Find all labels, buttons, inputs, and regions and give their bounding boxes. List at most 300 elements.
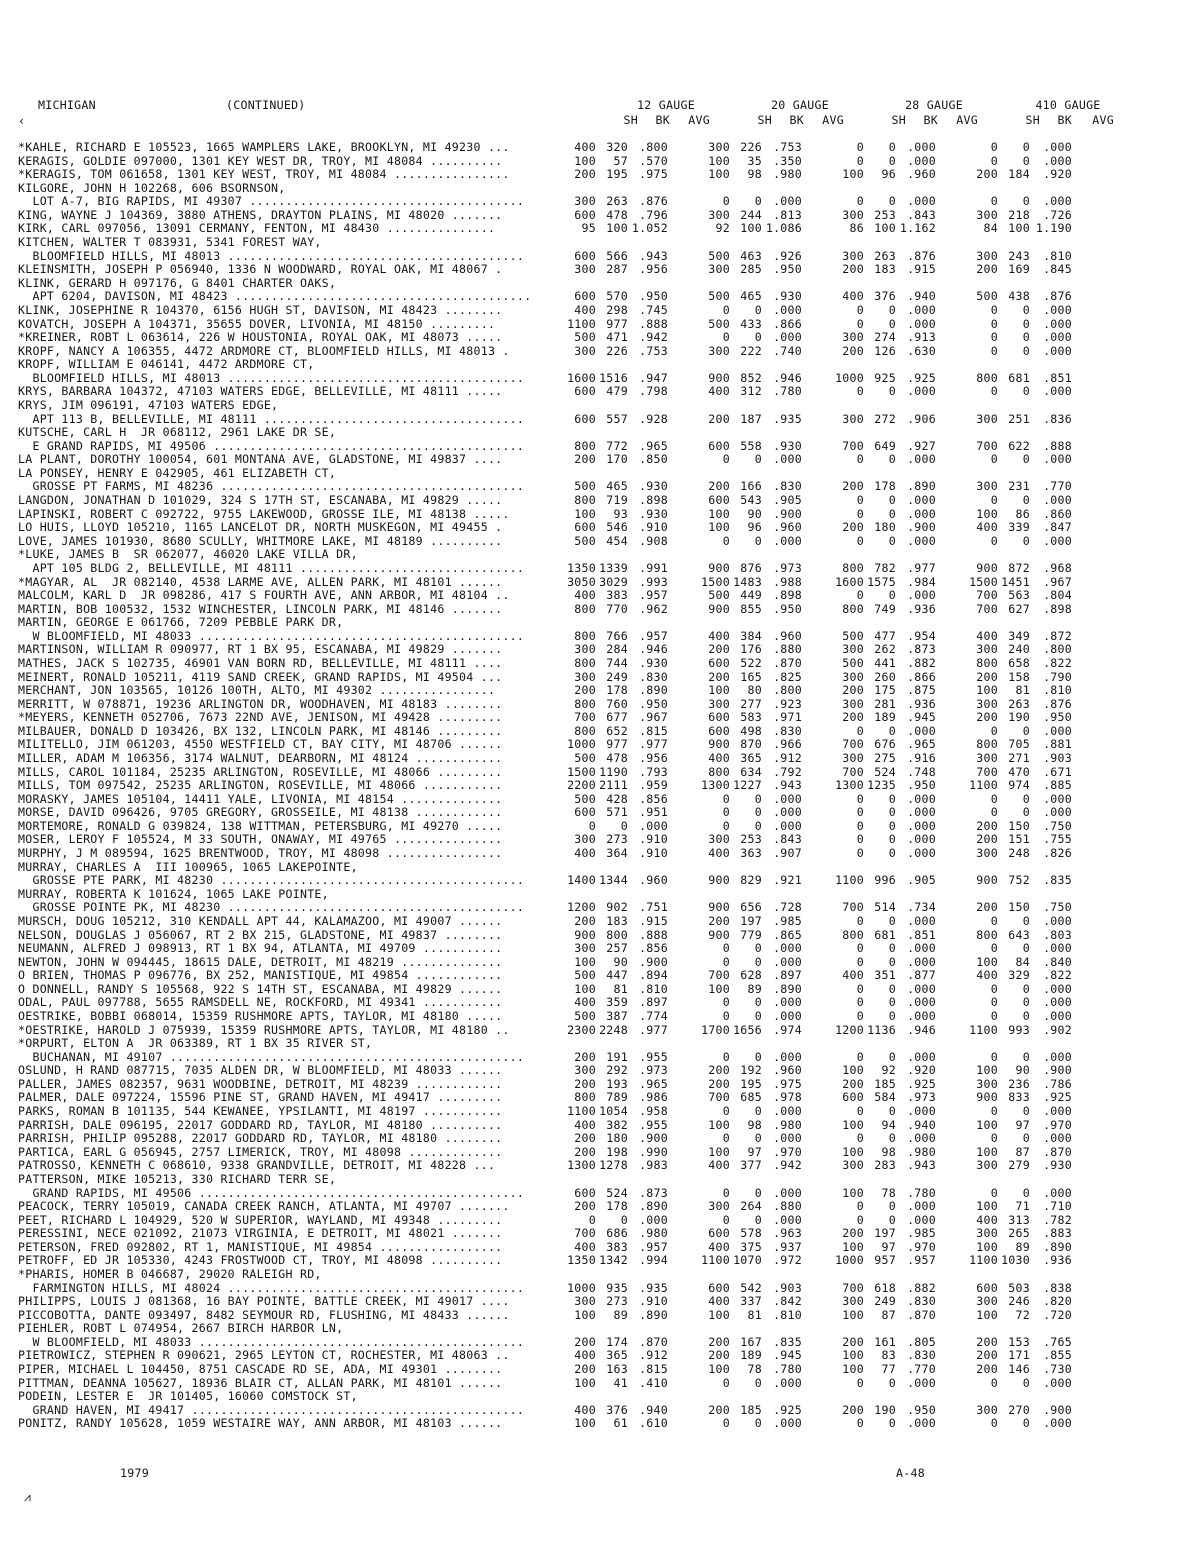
shot-count-cell: 600 bbox=[708, 655, 730, 670]
broke-count-cell: 0 bbox=[888, 1104, 896, 1119]
average-cell: .915 bbox=[907, 262, 936, 277]
shot-count-cell: 800 bbox=[842, 560, 864, 575]
broke-count-cell: 377 bbox=[740, 1158, 762, 1173]
record-row bbox=[0, 520, 1200, 534]
shot-count-cell: 300 bbox=[842, 1158, 864, 1173]
shot-count-cell: 300 bbox=[976, 696, 998, 711]
average-cell: .920 bbox=[1043, 167, 1072, 182]
shot-count-cell: 100 bbox=[574, 981, 596, 996]
shooter-name-address: PARKS, ROMAN B 101135, 544 KEWANEE, YPSILANTI, MI 48197 ........... bbox=[18, 1104, 503, 1119]
broke-count-cell: 100 bbox=[874, 221, 896, 236]
average-cell: .900 bbox=[1043, 1063, 1072, 1078]
broke-count-cell: 0 bbox=[888, 302, 896, 317]
broke-count-cell: 3029 bbox=[599, 574, 628, 589]
broke-count-cell: 0 bbox=[1022, 330, 1030, 345]
average-cell: .890 bbox=[639, 683, 668, 698]
broke-count-cell: 855 bbox=[740, 601, 762, 616]
record-row bbox=[0, 1186, 1200, 1200]
shot-count-cell: 100 bbox=[842, 167, 864, 182]
broke-count-cell: 248 bbox=[1008, 846, 1030, 861]
shot-count-cell: 500 bbox=[574, 533, 596, 548]
shot-count-cell: 200 bbox=[976, 1348, 998, 1363]
broke-count-cell: 1339 bbox=[599, 560, 628, 575]
average-cell: .000 bbox=[1043, 493, 1072, 508]
broke-count-cell: 359 bbox=[606, 995, 628, 1010]
broke-count-cell: 96 bbox=[881, 167, 896, 182]
shot-count-cell: 0 bbox=[990, 194, 998, 209]
shot-count-cell: 0 bbox=[588, 818, 596, 833]
shot-count-cell: 100 bbox=[976, 954, 998, 969]
broke-count-cell: 243 bbox=[1008, 248, 1030, 263]
shot-count-cell: 0 bbox=[990, 1104, 998, 1119]
average-cell: .796 bbox=[639, 207, 668, 222]
shot-count-cell: 400 bbox=[708, 1158, 730, 1173]
shot-count-cell: 1200 bbox=[567, 900, 596, 915]
average-cell: .990 bbox=[639, 1144, 668, 1159]
average-cell: .910 bbox=[639, 1294, 668, 1309]
broke-count-cell: 1344 bbox=[599, 873, 628, 888]
shooter-name-address: PICCOBOTTA, DANTE 093497, 8482 SEYMOUR RD, FLUSHING, MI 48433 ...... bbox=[18, 1307, 510, 1322]
average-cell: .955 bbox=[639, 1117, 668, 1132]
broke-count-cell: 498 bbox=[740, 723, 762, 738]
average-cell: .800 bbox=[639, 140, 668, 154]
broke-count-cell: 779 bbox=[740, 927, 762, 942]
shot-count-cell: 0 bbox=[856, 1131, 864, 1146]
average-cell: .842 bbox=[773, 1294, 802, 1309]
average-cell: .000 bbox=[907, 1375, 936, 1390]
shot-count-cell: 300 bbox=[976, 479, 998, 494]
shot-count-cell: 100 bbox=[708, 683, 730, 698]
record-row bbox=[0, 439, 1200, 453]
broke-count-cell: 744 bbox=[606, 655, 628, 670]
shooter-name-address: PATTERSON, MIKE 105213, 330 RICHARD TERR SE, bbox=[18, 1171, 337, 1186]
broke-count-cell: 376 bbox=[606, 1402, 628, 1417]
broke-count-cell: 503 bbox=[1008, 1280, 1030, 1295]
broke-count-cell: 61 bbox=[613, 1416, 628, 1431]
shot-count-cell: 200 bbox=[976, 167, 998, 182]
broke-count-cell: 681 bbox=[874, 927, 896, 942]
shooter-name-address: *OESTRIKE, HAROLD J 075939, 15359 RUSHMORE APTS, TAYLOR, MI 48180 .. bbox=[18, 1022, 510, 1037]
shooter-name-address: O DONNELL, RANDY S 105568, 922 S 14TH ST, ESCANABA, MI 49829 ...... bbox=[18, 981, 503, 996]
average-cell: .000 bbox=[1043, 153, 1072, 168]
average-cell: .875 bbox=[907, 683, 936, 698]
broke-count-cell: 543 bbox=[740, 493, 762, 508]
record-row bbox=[0, 452, 1200, 466]
record-row-continued bbox=[0, 425, 1200, 439]
average-cell: .000 bbox=[639, 1212, 668, 1227]
average-cell: .780 bbox=[907, 1185, 936, 1200]
record-row bbox=[0, 778, 1200, 792]
shot-count-cell: 600 bbox=[574, 1185, 596, 1200]
shooter-name-address: PITTMAN, DEANNA 105627, 18936 BLAIR CT, ALLAN PARK, MI 48101 ...... bbox=[18, 1375, 503, 1390]
broke-count-cell: 193 bbox=[606, 1076, 628, 1091]
average-cell: .985 bbox=[907, 1226, 936, 1241]
broke-count-cell: 0 bbox=[1022, 533, 1030, 548]
average-cell: .000 bbox=[1043, 140, 1072, 154]
average-cell: .903 bbox=[773, 1280, 802, 1295]
shot-count-cell: 800 bbox=[976, 370, 998, 385]
shooter-name-address: PETROFF, ED JR 105330, 4243 FROSTWOOD CT, TROY, MI 48098 .......... bbox=[18, 1253, 503, 1268]
average-cell: .900 bbox=[773, 506, 802, 521]
broke-count-cell: 634 bbox=[740, 764, 762, 779]
broke-count-cell: 618 bbox=[874, 1280, 896, 1295]
average-cell: .734 bbox=[907, 900, 936, 915]
shot-count-cell: 100 bbox=[708, 1307, 730, 1322]
shot-count-cell: 0 bbox=[990, 140, 998, 154]
broke-count-cell: 578 bbox=[740, 1226, 762, 1241]
average-cell: .000 bbox=[907, 1009, 936, 1023]
shot-count-cell: 600 bbox=[574, 248, 596, 263]
shot-count-cell: 600 bbox=[574, 384, 596, 399]
shooter-name-address: PIETROWICZ, STEPHEN R 090621, 2965 LEYTON CT, ROCHESTER, MI 48063 .. bbox=[18, 1348, 510, 1363]
record-row bbox=[0, 561, 1200, 575]
shooter-name-address: MALCOLM, KARL D JR 098286, 417 S FOURTH AVE, ANN ARBOR, MI 48104 .. bbox=[18, 588, 510, 603]
broke-count-cell: 150 bbox=[1008, 818, 1030, 833]
broke-count-cell: 584 bbox=[874, 1090, 896, 1105]
broke-count-cell: 178 bbox=[874, 479, 896, 494]
broke-count-cell: 77 bbox=[881, 1362, 896, 1377]
average-cell: .943 bbox=[907, 1158, 936, 1173]
shot-count-cell: 0 bbox=[990, 330, 998, 345]
shot-count-cell: 100 bbox=[708, 1144, 730, 1159]
shot-count-cell: 800 bbox=[574, 493, 596, 508]
shooter-name-address: PATROSSO, KENNETH C 068610, 9338 GRANDVILLE, DETROIT, MI 48228 ... bbox=[18, 1158, 496, 1173]
shot-count-cell: 95 bbox=[581, 221, 596, 236]
broke-count-cell: 253 bbox=[740, 832, 762, 847]
state-title: MICHIGAN bbox=[38, 98, 96, 112]
shot-count-cell: 200 bbox=[574, 1076, 596, 1091]
shot-count-cell: 0 bbox=[856, 981, 864, 996]
shot-count-cell: 0 bbox=[856, 1375, 864, 1390]
broke-count-cell: 957 bbox=[874, 1253, 896, 1268]
broke-count-cell: 782 bbox=[874, 560, 896, 575]
shooter-name-address: KLINK, JOSEPHINE R 104370, 6156 HUGH ST, DAVISON, MI 48423 ........ bbox=[18, 302, 503, 317]
average-cell: .865 bbox=[773, 927, 802, 942]
shot-count-cell: 1500 bbox=[701, 574, 730, 589]
broke-count-cell: 257 bbox=[606, 941, 628, 956]
shot-count-cell: 700 bbox=[842, 1280, 864, 1295]
shot-count-cell: 200 bbox=[574, 1334, 596, 1349]
record-row bbox=[0, 1348, 1200, 1362]
average-cell: .946 bbox=[773, 370, 802, 385]
average-cell: .866 bbox=[907, 669, 936, 684]
broke-count-cell: 627 bbox=[1008, 601, 1030, 616]
shot-count-cell: 400 bbox=[708, 1294, 730, 1309]
shot-count-cell: 300 bbox=[842, 642, 864, 657]
average-cell: .770 bbox=[907, 1362, 936, 1377]
average-cell: 1.162 bbox=[899, 221, 936, 236]
average-cell: .928 bbox=[639, 411, 668, 426]
shooter-name-address: GRAND HAVEN, MI 49417 .............................................. bbox=[18, 1402, 525, 1417]
broke-count-cell: 0 bbox=[1022, 302, 1030, 317]
record-row bbox=[0, 479, 1200, 493]
shooter-name-address: NEWTON, JOHN W 094445, 18615 DALE, DETROIT, MI 48219 .............. bbox=[18, 954, 503, 969]
shot-count-cell: 0 bbox=[722, 194, 730, 209]
broke-count-cell: 583 bbox=[740, 710, 762, 725]
average-cell: .985 bbox=[773, 913, 802, 928]
average-cell: .930 bbox=[639, 506, 668, 521]
broke-count-cell: 1278 bbox=[599, 1158, 628, 1173]
average-cell: .940 bbox=[907, 289, 936, 304]
average-cell: .925 bbox=[1043, 1090, 1072, 1105]
shot-count-cell: 300 bbox=[574, 262, 596, 277]
record-row bbox=[0, 955, 1200, 969]
broke-count-cell: 0 bbox=[888, 913, 896, 928]
average-cell: .000 bbox=[1043, 1375, 1072, 1390]
shooter-name-address: PEET, RICHARD L 104929, 520 W SUPERIOR, WAYLAND, MI 49348 ......... bbox=[18, 1212, 503, 1227]
shot-count-cell: 1350 bbox=[567, 1253, 596, 1268]
shot-count-cell: 200 bbox=[708, 1063, 730, 1078]
broke-count-cell: 0 bbox=[754, 791, 762, 806]
shot-count-cell: 200 bbox=[976, 710, 998, 725]
shooter-name-address: MILLS, CAROL 101184, 25235 ARLINGTON, ROSEVILLE, MI 48066 ......... bbox=[18, 764, 503, 779]
broke-count-cell: 479 bbox=[606, 384, 628, 399]
average-cell: .973 bbox=[773, 560, 802, 575]
average-cell: .916 bbox=[907, 751, 936, 766]
average-cell: .945 bbox=[773, 1348, 802, 1363]
broke-count-cell: 191 bbox=[606, 1049, 628, 1064]
broke-count-cell: 190 bbox=[1008, 710, 1030, 725]
shot-count-cell: 200 bbox=[708, 1348, 730, 1363]
shot-count-cell: 400 bbox=[574, 1117, 596, 1132]
average-cell: .000 bbox=[773, 1049, 802, 1064]
broke-count-cell: 558 bbox=[740, 438, 762, 453]
average-cell: .980 bbox=[773, 1117, 802, 1132]
gauge-heading-12: 12 GAUGE bbox=[637, 98, 695, 112]
shooter-name-address: KILGORE, JOHN H 102268, 606 BSORNSON, bbox=[18, 180, 286, 195]
shot-count-cell: 1300 bbox=[701, 778, 730, 793]
average-cell: .782 bbox=[1043, 1212, 1072, 1227]
shot-count-cell: 400 bbox=[574, 1402, 596, 1417]
shot-count-cell: 300 bbox=[842, 696, 864, 711]
average-cell: .950 bbox=[773, 262, 802, 277]
average-cell: .810 bbox=[773, 1307, 802, 1322]
shot-count-cell: 400 bbox=[976, 628, 998, 643]
broke-count-cell: 364 bbox=[606, 846, 628, 861]
shooter-name-address: MILITELLO, JIM 061203, 4550 WESTFIELD CT, BAY CITY, MI 48706 ...... bbox=[18, 737, 503, 752]
average-cell: .830 bbox=[773, 723, 802, 738]
record-row bbox=[0, 412, 1200, 426]
broke-count-cell: 800 bbox=[606, 927, 628, 942]
shot-count-cell: 300 bbox=[708, 207, 730, 222]
record-row bbox=[0, 1077, 1200, 1091]
shot-count-cell: 200 bbox=[976, 669, 998, 684]
average-cell: .000 bbox=[907, 832, 936, 847]
shooter-name-address: W BLOOMFIELD, MI 48033 ............................................. bbox=[18, 1334, 525, 1349]
broke-count-cell: 0 bbox=[754, 1131, 762, 1146]
shooter-name-address: MARTINSON, WILLIAM R 090977, RT 1 BX 95, ESCANABA, MI 49829 ....... bbox=[18, 642, 503, 657]
broke-count-cell: 178 bbox=[606, 683, 628, 698]
shot-count-cell: 0 bbox=[856, 1199, 864, 1214]
average-cell: .975 bbox=[773, 1076, 802, 1091]
broke-count-cell: 0 bbox=[754, 1185, 762, 1200]
shooter-name-address: KOVATCH, JOSEPH A 104371, 35655 DOVER, LIVONIA, MI 48150 ......... bbox=[18, 316, 496, 331]
average-cell: .000 bbox=[639, 818, 668, 833]
average-cell: .898 bbox=[639, 493, 668, 508]
average-cell: .910 bbox=[639, 520, 668, 535]
broke-count-cell: 752 bbox=[1008, 873, 1030, 888]
shot-count-cell: 300 bbox=[976, 248, 998, 263]
broke-count-cell: 0 bbox=[754, 330, 762, 345]
shot-count-cell: 0 bbox=[990, 343, 998, 358]
shot-count-cell: 200 bbox=[574, 452, 596, 467]
average-cell: .000 bbox=[773, 818, 802, 833]
broke-count-cell: 274 bbox=[874, 330, 896, 345]
average-cell: .000 bbox=[1043, 452, 1072, 467]
broke-count-cell: 524 bbox=[606, 1185, 628, 1200]
shot-count-cell: 0 bbox=[722, 941, 730, 956]
shot-count-cell: 200 bbox=[976, 262, 998, 277]
average-cell: .966 bbox=[773, 737, 802, 752]
col-head-bk: BK bbox=[655, 113, 670, 127]
shooter-name-address: ODAL, PAUL 097788, 5655 RAMSDELL NE, ROCKFORD, MI 49341 ........... bbox=[18, 995, 503, 1010]
record-row bbox=[0, 900, 1200, 914]
shooter-name-address: PODEIN, LESTER E JR 101405, 16060 COMSTOCK ST, bbox=[18, 1389, 358, 1404]
average-cell: .942 bbox=[773, 1158, 802, 1173]
average-cell: .825 bbox=[773, 669, 802, 684]
average-cell: .870 bbox=[907, 1307, 936, 1322]
average-cell: .946 bbox=[907, 1022, 936, 1037]
shooter-name-address: *KERAGIS, TOM 061658, 1301 KEY WEST, TROY, MI 48084 ................ bbox=[18, 167, 510, 182]
broke-count-cell: 90 bbox=[613, 954, 628, 969]
record-row-continued bbox=[0, 181, 1200, 195]
broke-count-cell: 87 bbox=[881, 1307, 896, 1322]
shooter-name-address: O BRIEN, THOMAS P 096776, BX 252, MANISTIQUE, MI 49854 ............ bbox=[18, 968, 503, 983]
broke-count-cell: 383 bbox=[606, 1239, 628, 1254]
broke-count-cell: 313 bbox=[1008, 1212, 1030, 1227]
average-cell: .000 bbox=[773, 1375, 802, 1390]
broke-count-cell: 272 bbox=[874, 411, 896, 426]
shooter-name-address: *ORPURT, ELTON A JR 063389, RT 1 BX 35 RIVER ST, bbox=[18, 1036, 373, 1051]
shot-count-cell: 300 bbox=[708, 832, 730, 847]
broke-count-cell: 0 bbox=[1022, 995, 1030, 1010]
average-cell: .882 bbox=[907, 1280, 936, 1295]
average-cell: .925 bbox=[907, 1076, 936, 1091]
shot-count-cell: 1350 bbox=[567, 560, 596, 575]
average-cell: .726 bbox=[1043, 207, 1072, 222]
shot-count-cell: 200 bbox=[574, 1131, 596, 1146]
shooter-name-address: LAPINSKI, ROBERT C 092722, 9755 LAKEWOOD, GROSSE ILE, MI 48138 ..... bbox=[18, 506, 510, 521]
shooter-name-address: OESTRIKE, BOBBI 068014, 15359 RUSHMORE APTS, TAYLOR, MI 48180 ..... bbox=[18, 1009, 503, 1023]
broke-count-cell: 935 bbox=[606, 1280, 628, 1295]
shot-count-cell: 900 bbox=[708, 370, 730, 385]
broke-count-cell: 0 bbox=[1022, 1185, 1030, 1200]
broke-count-cell: 478 bbox=[606, 207, 628, 222]
broke-count-cell: 0 bbox=[754, 1212, 762, 1227]
average-cell: .870 bbox=[773, 655, 802, 670]
record-row bbox=[0, 1145, 1200, 1159]
shot-count-cell: 700 bbox=[976, 438, 998, 453]
shot-count-cell: 1000 bbox=[835, 370, 864, 385]
broke-count-cell: 195 bbox=[606, 167, 628, 182]
shot-count-cell: 300 bbox=[574, 194, 596, 209]
record-row bbox=[0, 1416, 1200, 1430]
shot-count-cell: 300 bbox=[574, 669, 596, 684]
broke-count-cell: 0 bbox=[1022, 1416, 1030, 1431]
average-cell: .960 bbox=[773, 520, 802, 535]
broke-count-cell: 0 bbox=[888, 818, 896, 833]
average-cell: .000 bbox=[907, 1212, 936, 1227]
broke-count-cell: 284 bbox=[606, 642, 628, 657]
shot-count-cell: 800 bbox=[976, 927, 998, 942]
broke-count-cell: 0 bbox=[1022, 805, 1030, 820]
average-cell: .980 bbox=[773, 167, 802, 182]
broke-count-cell: 287 bbox=[606, 262, 628, 277]
shot-count-cell: 400 bbox=[574, 140, 596, 154]
shot-count-cell: 0 bbox=[856, 1104, 864, 1119]
broke-count-cell: 0 bbox=[888, 846, 896, 861]
record-row-continued bbox=[0, 547, 1200, 561]
average-cell: .930 bbox=[773, 289, 802, 304]
broke-count-cell: 0 bbox=[754, 302, 762, 317]
shot-count-cell: 700 bbox=[574, 1226, 596, 1241]
shot-count-cell: 0 bbox=[856, 1049, 864, 1064]
broke-count-cell: 0 bbox=[620, 1212, 628, 1227]
broke-count-cell: 150 bbox=[1008, 900, 1030, 915]
average-cell: .970 bbox=[907, 1239, 936, 1254]
average-cell: 1.086 bbox=[765, 221, 802, 236]
shooter-name-address: GROSSE POINTE PK, MI 48230 ......................................... bbox=[18, 900, 525, 915]
broke-count-cell: 231 bbox=[1008, 479, 1030, 494]
broke-count-cell: 271 bbox=[1008, 751, 1030, 766]
broke-count-cell: 681 bbox=[1008, 370, 1030, 385]
shot-count-cell: 300 bbox=[976, 1076, 998, 1091]
average-cell: .570 bbox=[639, 153, 668, 168]
shot-count-cell: 600 bbox=[574, 520, 596, 535]
broke-count-cell: 175 bbox=[874, 683, 896, 698]
average-cell: .836 bbox=[1043, 411, 1072, 426]
shot-count-cell: 0 bbox=[990, 805, 998, 820]
shooter-name-address: APT 6204, DAVISON, MI 48423 ......................................... bbox=[18, 289, 532, 304]
average-cell: .810 bbox=[1043, 248, 1072, 263]
broke-count-cell: 218 bbox=[1008, 207, 1030, 222]
shot-count-cell: 400 bbox=[708, 751, 730, 766]
average-cell: .000 bbox=[1043, 384, 1072, 399]
broke-count-cell: 454 bbox=[606, 533, 628, 548]
average-cell: .958 bbox=[639, 1104, 668, 1119]
record-row bbox=[0, 928, 1200, 942]
record-row bbox=[0, 737, 1200, 751]
record-row bbox=[0, 914, 1200, 928]
shooter-name-address: BLOOMFIELD HILLS, MI 48013 ......................................... bbox=[18, 248, 525, 263]
average-cell: .740 bbox=[773, 343, 802, 358]
broke-count-cell: 449 bbox=[740, 588, 762, 603]
shot-count-cell: 300 bbox=[976, 751, 998, 766]
shooter-name-address: FARMINGTON HILLS, MI 48024 ......................................... bbox=[18, 1280, 525, 1295]
broke-count-cell: 522 bbox=[740, 655, 762, 670]
average-cell: .000 bbox=[907, 533, 936, 548]
average-cell: .835 bbox=[1043, 873, 1072, 888]
broke-count-cell: 298 bbox=[606, 302, 628, 317]
average-cell: .983 bbox=[639, 1158, 668, 1173]
record-row bbox=[0, 832, 1200, 846]
broke-count-cell: 81 bbox=[747, 1307, 762, 1322]
average-cell: .000 bbox=[773, 1416, 802, 1431]
broke-count-cell: 80 bbox=[747, 683, 762, 698]
shooter-name-address: PALMER, DALE 097224, 15596 PINE ST, GRAND HAVEN, MI 49417 ......... bbox=[18, 1090, 503, 1105]
broke-count-cell: 1030 bbox=[1001, 1253, 1030, 1268]
shooter-name-address: KING, WAYNE J 104369, 3880 ATHENS, DRAYTON PLAINS, MI 48020 ....... bbox=[18, 207, 503, 222]
shot-count-cell: 100 bbox=[842, 1144, 864, 1159]
broke-count-cell: 0 bbox=[754, 805, 762, 820]
shot-count-cell: 800 bbox=[574, 723, 596, 738]
shooter-name-address: PALLER, JAMES 082357, 9631 WOODBINE, DETROIT, MI 48239 ............ bbox=[18, 1076, 503, 1091]
shooter-name-address: LA PONSEY, HENRY E 042905, 461 ELIZABETH CT, bbox=[18, 465, 337, 480]
average-cell: .800 bbox=[1043, 642, 1072, 657]
broke-count-cell: 789 bbox=[606, 1090, 628, 1105]
average-cell: .876 bbox=[1043, 696, 1072, 711]
footer-page-number: A-48 bbox=[896, 1466, 925, 1480]
